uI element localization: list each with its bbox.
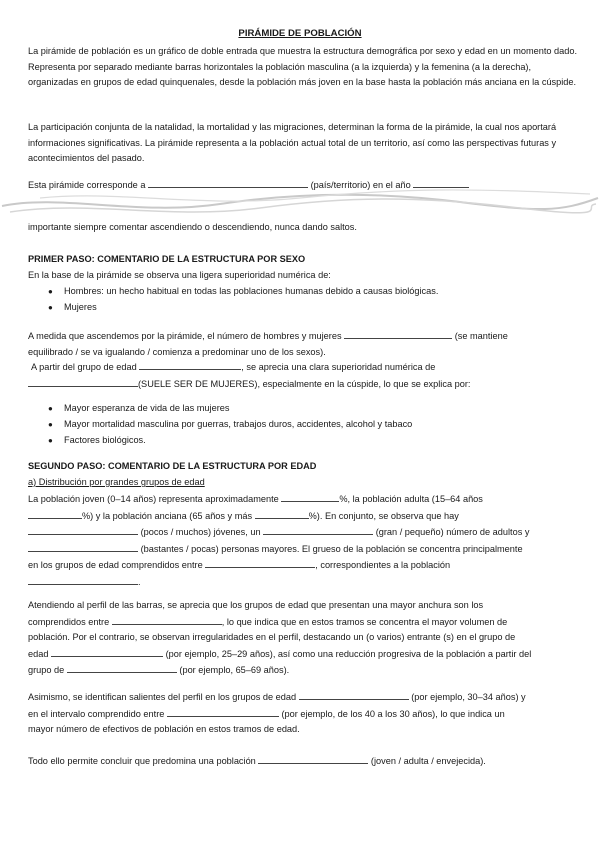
step1-reasons xyxy=(28,401,568,449)
sex-trend-blank[interactable] xyxy=(344,328,452,339)
step2-paragraph-3: Asimismo, se identifican salientes del perfil en los grupos de edad (por ejemplo, 30–34 años) y en el intervalo comprendido entre (por ejemplo, de los 40 a los 30 años), lo que indica un mayor número de efectivos de población en estos tramos de edad. xyxy=(28,689,580,738)
bullet-icon: ● xyxy=(48,287,53,296)
salient-groups-blank[interactable] xyxy=(299,689,409,700)
salient-interval-blank[interactable] xyxy=(167,706,279,717)
bullet-icon: ● xyxy=(48,404,53,413)
bullet-icon: ● xyxy=(48,436,53,445)
step2-heading: SEGUNDO PASO: COMENTARIO DE LA ESTRUCTURA POR EDAD xyxy=(28,461,317,471)
step2-paragraph-2: Atendiendo al perfil de las barras, se aprecia que los grupos de edad que presentan una mayor anchura son los comprendidos entre , lo que indica que en estos tramos se concentra el mayor volumen de población. Por el contrario, se observan irregularidades en el perfil, destacando un (o varios) entrante (s) en el grupo de edad (por ejemplo, 25–29 años), así como una reducción progresiva de la población a partir del grupo de (por ejemplo, 65–69 años). xyxy=(28,600,532,676)
adult-amount-blank[interactable] xyxy=(263,524,373,535)
step1-lead: En la base de la pirámide se observa una ligera superioridad numérica de: xyxy=(28,270,331,280)
adult-percent-blank[interactable] xyxy=(28,508,82,519)
young-percent-blank[interactable] xyxy=(281,491,339,502)
step2-paragraph-1: La población joven (0–14 años) representa aproximadamente %, la población adulta (15–64 años %) y la población anciana (65 años y más %). En conjunto, se observa que hay (pocos / muchos) jóvenes, un (gran / pequeño) número de adultos y (bastantes / pocas) personas mayores. El grueso de la población se concentra principalmente en los grupos de edad comprendidos entre , correspondientes a la población . xyxy=(28,491,580,591)
widest-groups-blank[interactable] xyxy=(112,614,222,625)
indentation-group-blank[interactable] xyxy=(51,646,163,657)
step2-subheading: a) Distribución por grandes grupos de edad xyxy=(28,477,205,487)
reduction-group-blank[interactable] xyxy=(67,662,177,673)
age-group-blank[interactable] xyxy=(139,359,241,370)
population-conclusion-blank[interactable] xyxy=(258,753,368,764)
young-amount-blank[interactable] xyxy=(28,524,138,535)
intro-paragraph-1: La pirámide de población es un gráfico de doble entrada que muestra la estructura demográfica por sexo y edad en un momento dado. Representa por separado mediante barras horizontales la población masculina (a la izquierda) y la femenina (a la derecha), organizadas en grupos de edad quinquenales, desde la población más joven en la base hasta la población más anciana en la cúspide. xyxy=(28,46,578,88)
concentration-range-blank[interactable] xyxy=(205,557,315,568)
step1-heading: PRIMER PASO: COMENTARIO DE LA ESTRUCTURA POR SEXO xyxy=(28,254,306,264)
elderly-percent-blank[interactable] xyxy=(255,508,309,519)
conclusion-line: Todo ello permite concluir que predomina una población (joven / adulta / envejecida). xyxy=(28,753,580,770)
elderly-amount-blank[interactable] xyxy=(28,541,138,552)
list-item: ● Mayor esperanza de vida de las mujeres xyxy=(28,401,568,417)
pen-scribble-mark xyxy=(0,186,600,222)
sex-superiority-blank[interactable] xyxy=(28,376,138,387)
intro-paragraph-2: La participación conjunta de la natalidad, la mortalidad y las migraciones, determinan la forma de la pirámide, la cual nos aportará informaciones significativas. La pirámide representa a la población actual total de un territorio, así como las perspectivas futuras y acontecimientos del pasado. xyxy=(28,122,557,164)
list-item: ● Mujeres xyxy=(28,300,568,316)
country-line-tail: (país/territorio) en el año xyxy=(310,180,411,190)
step1-paragraph-2: A partir del grupo de edad , se aprecia una clara superioridad numérica de (SUELE SER DE MUJERES), especialmente en la cúspide, lo que se explica por: xyxy=(28,359,580,392)
list-item: ● Mayor mortalidad masculina por guerras, trabajos duros, accidentes, alcohol y tabaco xyxy=(28,417,568,433)
population-type-blank[interactable] xyxy=(28,574,138,585)
list-item: ● Factores biológicos. xyxy=(28,433,568,449)
step1-bullets xyxy=(28,284,568,316)
bullet-icon: ● xyxy=(48,303,53,312)
page-title: PIRÁMIDE DE POBLACIÓN xyxy=(238,28,362,39)
step1-paragraph-1: A medida que ascendemos por la pirámide, el número de hombres y mujeres (se mantiene equilibrado / se va igualando / comienza a predominar uno de los sexos). xyxy=(28,328,580,360)
bullet-icon: ● xyxy=(48,420,53,429)
list-item: ● Hombres: un hecho habitual en todas las poblaciones humanas debido a causas biológicas. xyxy=(28,284,568,300)
important-note: importante siempre comentar ascendiendo o descendiendo, nunca dando saltos. xyxy=(28,222,357,232)
country-line-lead: Esta pirámide corresponde a xyxy=(28,180,146,190)
